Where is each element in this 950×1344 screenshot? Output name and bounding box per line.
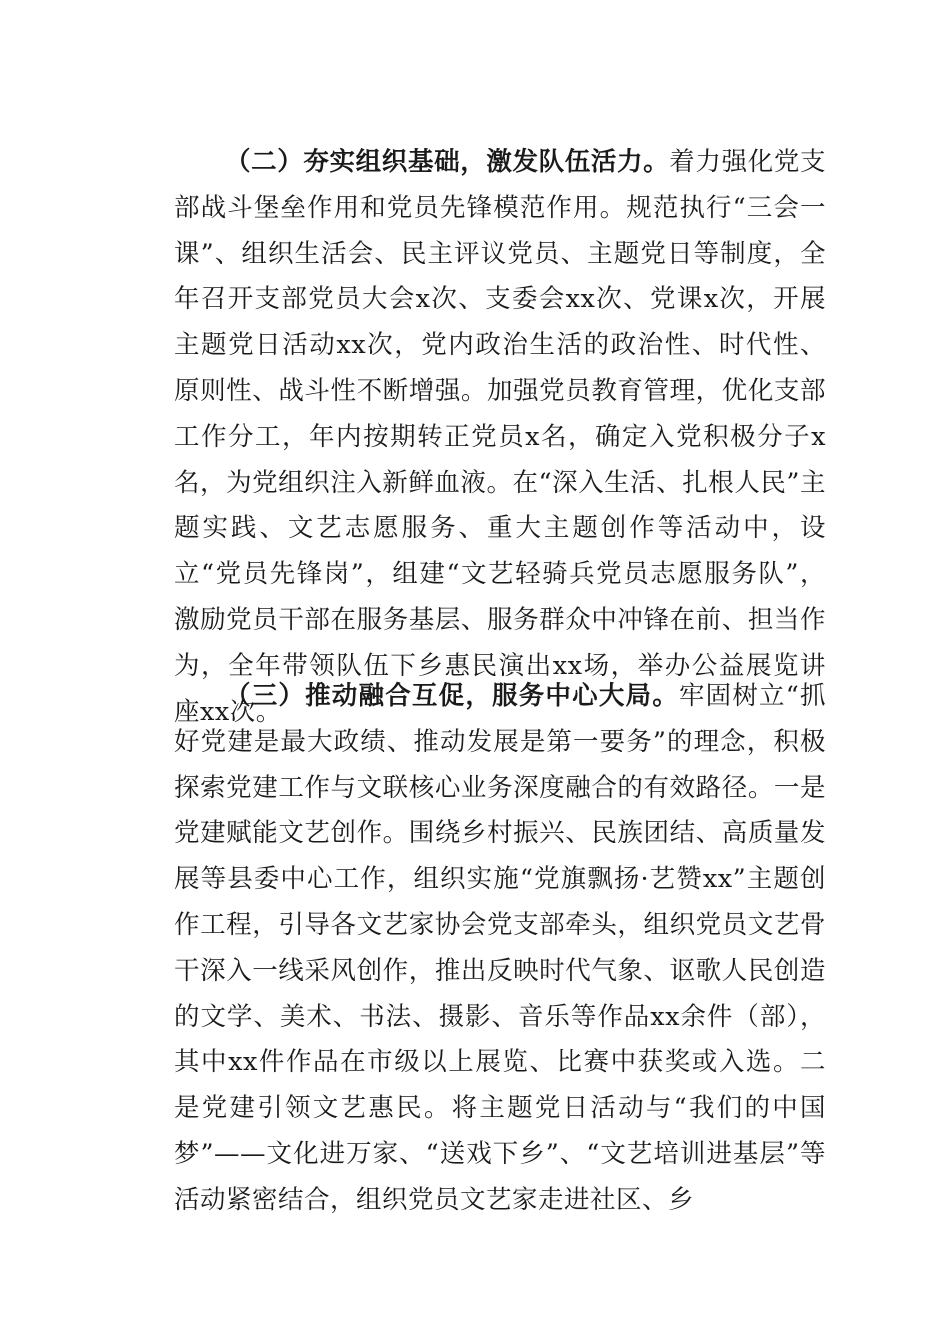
section-body-integration: 牢固树立“抓好党建是最大政绩、推动发展是第一要务”的理念，积极探索党建工作与文联核心业务深度融合的有效路径。一是党建赋能文艺创作。围绕乡村振兴、民族团结、高质量发展等县委中心工作，组织实施“党旗飘扬·艺赞xx”主题创作工程，引导各文艺家协会党支部牵头，组织党员文艺骨干深入一线采风创作，推出反映时代气象、讴歌人民创造的文学、美术、书法、摄影、音乐等作品xx余件（部），其中xx件作品在市级以上展览、比赛中获奖或入选。二是党建引领文艺惠民。将主题党日活动与“我们的中国梦”——文化进万家、“送戏下乡”、“文艺培训进基层”等活动紧密结合，组织党员文艺家走进社区、乡 xyxy=(174,681,826,1215)
section-body-organization: 着力强化党支部战斗堡垒作用和党员先锋模范作用。规范执行“三会一课”、组织生活会、民主评议党员、主题党日等制度，全年召开支部党员大会x次、支委会xx次、党课x次，开展主题党日活动xx次，党内政治生活的政治性、时代性、原则性、战斗性不断增强。加强党员教育管理，优化支部工作分工，年内按期转正党员x名，确定入党积极分子x名，为党组织注入新鲜血液。在“深入生活、扎根人民”主题实践、文艺志愿服务、重大主题创作等活动中，设立“党员先锋岗”，组建“文艺轻骑兵党员志愿服务队”，激励党员干部在服务基层、服务群众中冲锋在前、担当作为，全年带领队伍下乡惠民演出xx场，举办公益展览讲座xx次。 xyxy=(174,147,826,727)
section-heading-organization: （二）夯实组织基础，激发队伍活力。 xyxy=(225,147,670,177)
section-paragraph-integration xyxy=(174,674,826,1224)
section-paragraph-organization xyxy=(174,140,826,735)
section-heading-integration: （三）推动融合互促，服务中心大局。 xyxy=(225,681,679,711)
